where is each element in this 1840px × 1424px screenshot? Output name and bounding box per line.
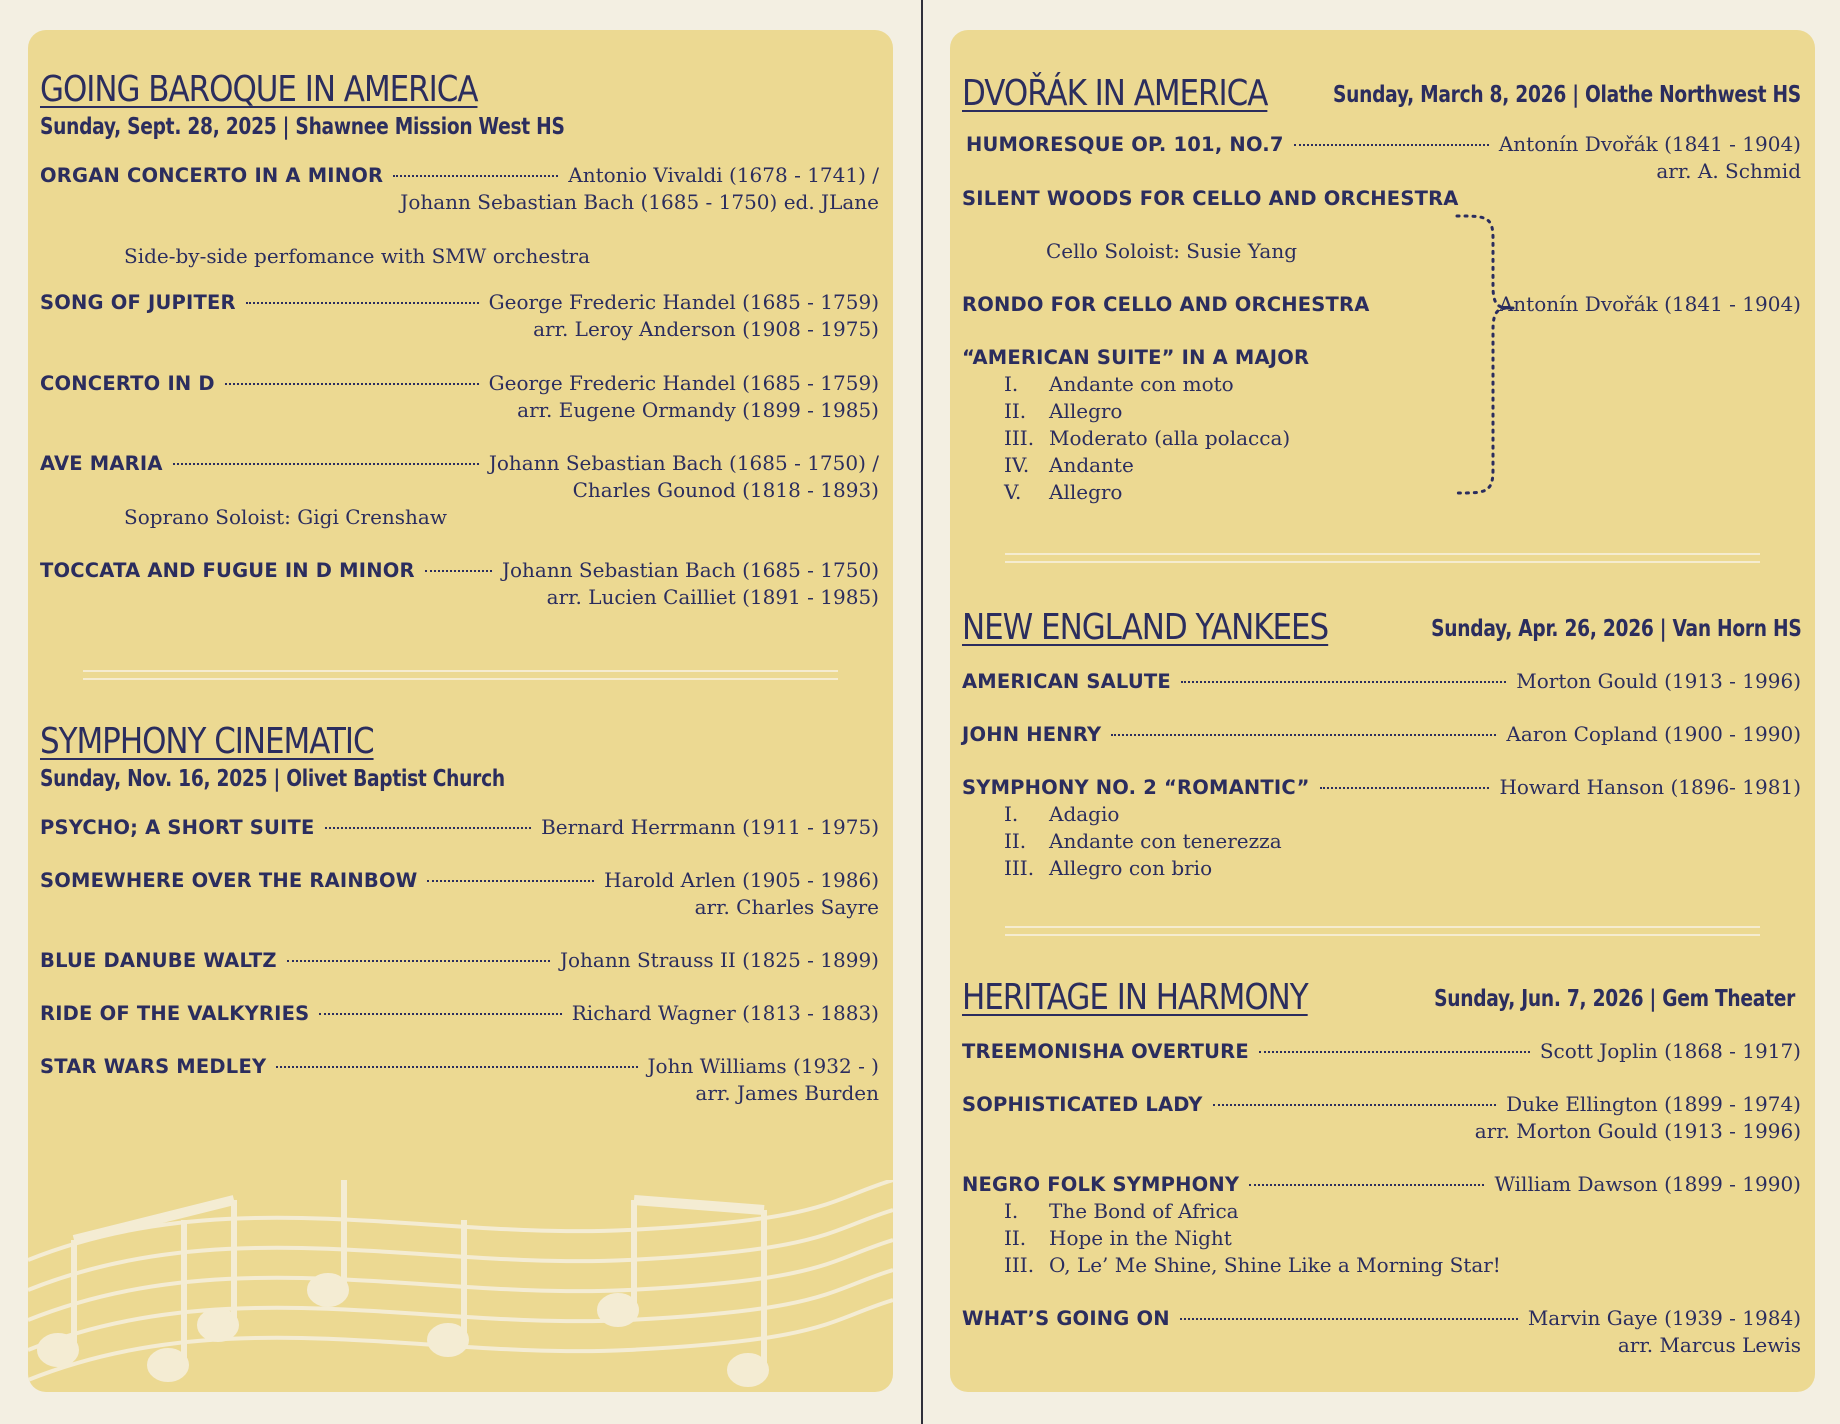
- program-item: [40, 450, 879, 504]
- piece-title: SILENT WOODS FOR CELLO AND ORCHESTRA: [962, 187, 1459, 210]
- program-item: [962, 668, 1801, 695]
- piece-title: AVE MARIA: [40, 452, 163, 475]
- composer-sub: arr. Marcus Lewis: [1617, 1333, 1801, 1357]
- piece-title: NEGRO FOLK SYMPHONY: [962, 1173, 1240, 1196]
- piece-title: STAR WARS MEDLEY: [40, 1055, 267, 1078]
- concert-new-england-yankees: [962, 608, 1801, 882]
- concert-title: DVOŘÁK IN AMERICA: [962, 73, 1268, 114]
- composer: John Williams (1932 - ): [647, 1054, 879, 1078]
- piece-title: BLUE DANUBE WALTZ: [40, 949, 277, 972]
- composer: Johann Sebastian Bach (1685 - 1750) /: [488, 451, 879, 475]
- program-item: [40, 162, 879, 216]
- piece-title: SYMPHONY NO. 2 “ROMANTIC”: [962, 776, 1310, 799]
- composer: Morton Gould (1913 - 1996): [1516, 669, 1801, 693]
- program-item: [40, 557, 879, 611]
- piece-title: SOPHISTICATED LADY: [962, 1093, 1203, 1116]
- program-item: [40, 1000, 879, 1027]
- composer: Scott Joplin (1868 - 1917): [1539, 1039, 1801, 1063]
- program-item: [40, 370, 879, 424]
- concert-date: Sunday, Sept. 28, 2025 | Shawnee Mission West HS: [40, 114, 565, 140]
- composer-sub: Charles Gounod (1818 - 1893): [572, 478, 879, 502]
- piece-title: HUMORESQUE OP. 101, NO.7: [966, 133, 1284, 156]
- composer-sub: arr. James Burden: [695, 1081, 879, 1105]
- movement: I. Andante con moto: [1004, 372, 1234, 396]
- composer: Harold Arlen (1905 - 1986): [604, 868, 879, 892]
- composer-sub: Johann Sebastian Bach (1685 - 1750) ed. JLane: [400, 190, 879, 214]
- movement: IV. Andante: [1004, 453, 1134, 477]
- program-item: [40, 947, 879, 974]
- movement: I. The Bond of Africa: [1004, 1199, 1239, 1223]
- program-item: [40, 1053, 879, 1107]
- composer: Marvin Gaye (1939 - 1984): [1527, 1306, 1801, 1330]
- concert-date: Sunday, Jun. 7, 2026 | Gem Theater: [1434, 986, 1795, 1012]
- composer: George Frederic Handel (1685 - 1759): [488, 371, 879, 395]
- program-item: [962, 774, 1801, 882]
- composer: Richard Wagner (1813 - 1883): [571, 1001, 879, 1025]
- piece-title: JOHN HENRY: [962, 723, 1102, 746]
- music-staff-decoration: [28, 1180, 893, 1392]
- piece-title: TOCCATA AND FUGUE IN D MINOR: [40, 559, 415, 582]
- composer: Duke Ellington (1899 - 1974): [1506, 1092, 1801, 1116]
- program-item: [962, 1091, 1801, 1145]
- program-item: [962, 1038, 1801, 1065]
- composer-sub: arr. Eugene Ormandy (1899 - 1985): [517, 398, 879, 422]
- concert-title: GOING BAROQUE IN AMERICA: [40, 69, 478, 110]
- concert-date: Sunday, Nov. 16, 2025 | Olivet Baptist Church: [40, 766, 505, 792]
- piece-title: CONCERTO IN D: [40, 372, 215, 395]
- piece-title: WHAT’S GOING ON: [962, 1307, 1170, 1330]
- concert-date: Sunday, March 8, 2026 | Olathe Northwest HS: [1333, 82, 1801, 108]
- program-item: [40, 867, 879, 921]
- movement: II. Andante con tenerezza: [1004, 829, 1282, 853]
- program-item: [962, 721, 1801, 748]
- composer-sub: arr. Leroy Anderson (1908 - 1975): [533, 317, 879, 341]
- piece-title: AMERICAN SALUTE: [962, 670, 1171, 693]
- movement-list: [962, 1198, 1801, 1279]
- program-item: [962, 291, 1801, 318]
- concert-title: HERITAGE IN HARMONY: [962, 977, 1308, 1018]
- concert-symphony-cinematic: [40, 722, 879, 1107]
- dotted-bracket: [1455, 208, 1515, 508]
- movement-list: [962, 371, 1801, 506]
- concert-heritage-in-harmony: [962, 978, 1801, 1359]
- piece-title: SONG OF JUPITER: [40, 291, 236, 314]
- program-item: [962, 1305, 1801, 1359]
- concert-date: Sunday, Apr. 26, 2026 | Van Horn HS: [1430, 616, 1801, 642]
- movement: III. Allegro con brio: [1004, 856, 1213, 880]
- page-divider: [921, 0, 923, 1424]
- composer: Antonio Vivaldi (1678 - 1741) /: [568, 163, 879, 187]
- program-item: [962, 1171, 1801, 1279]
- piece-title: TREEMONISHA OVERTURE: [962, 1040, 1249, 1063]
- program-item: [962, 344, 1801, 506]
- movement: II. Allegro: [1004, 399, 1123, 423]
- composer-sub: arr. Charles Sayre: [694, 895, 879, 919]
- composer: Antonín Dvořák (1841 - 1904): [1498, 292, 1801, 316]
- movement: V. Allegro: [1004, 480, 1123, 504]
- section-rule: [1005, 926, 1760, 936]
- movement-list: [962, 801, 1801, 882]
- concert-dvorak: [962, 74, 1801, 506]
- piece-title: “AMERICAN SUITE” IN A MAJOR: [962, 346, 1310, 369]
- movement: III. Moderato (alla polacca): [1004, 426, 1291, 450]
- movement: III. O, Le’ Me Shine, Shine Like a Morning Star!: [1004, 1253, 1501, 1277]
- program-item: [962, 185, 1801, 212]
- soloist-note: Cello Soloist: Susie Yang: [1046, 239, 1297, 263]
- piece-title: RIDE OF THE VALKYRIES: [40, 1002, 310, 1025]
- composer: Howard Hanson (1896- 1981): [1499, 775, 1801, 799]
- piece-title: SOMEWHERE OVER THE RAINBOW: [40, 869, 418, 892]
- composer: Aaron Copland (1900 - 1990): [1506, 722, 1801, 746]
- performance-note: Side-by-side perfomance with SMW orchestra: [124, 244, 591, 268]
- program-item: [40, 289, 879, 343]
- section-rule: [83, 670, 838, 680]
- program-panel-left: [28, 30, 893, 1392]
- composer-sub: arr. Morton Gould (1913 - 1996): [1474, 1119, 1801, 1143]
- section-rule: [1005, 553, 1760, 563]
- composer: George Frederic Handel (1685 - 1759): [488, 290, 879, 314]
- piece-title: RONDO FOR CELLO AND ORCHESTRA: [962, 293, 1370, 316]
- composer: William Dawson (1899 - 1990): [1494, 1172, 1801, 1196]
- composer-sub: arr. A. Schmid: [1656, 159, 1801, 183]
- movement: II. Hope in the Night: [1004, 1226, 1232, 1250]
- composer: Johann Strauss II (1825 - 1899): [559, 948, 879, 972]
- program-item: [40, 814, 879, 841]
- composer: Antonín Dvořák (1841 - 1904): [1498, 132, 1801, 156]
- program-panel-right: [950, 30, 1815, 1392]
- concert-title: NEW ENGLAND YANKEES: [962, 607, 1329, 648]
- composer: Johann Sebastian Bach (1685 - 1750): [501, 558, 879, 582]
- composer-sub: arr. Lucien Cailliet (1891 - 1985): [546, 585, 879, 609]
- soloist-note: Soprano Soloist: Gigi Crenshaw: [124, 505, 447, 529]
- piece-title: ORGAN CONCERTO IN A MINOR: [40, 164, 384, 187]
- concert-going-baroque: [40, 70, 879, 611]
- composer: Bernard Herrmann (1911 - 1975): [541, 815, 879, 839]
- program-item: [962, 131, 1801, 185]
- piece-title: PSYCHO; A SHORT SUITE: [40, 816, 315, 839]
- concert-title: SYMPHONY CINEMATIC: [40, 721, 374, 762]
- movement: I. Adagio: [1004, 802, 1120, 826]
